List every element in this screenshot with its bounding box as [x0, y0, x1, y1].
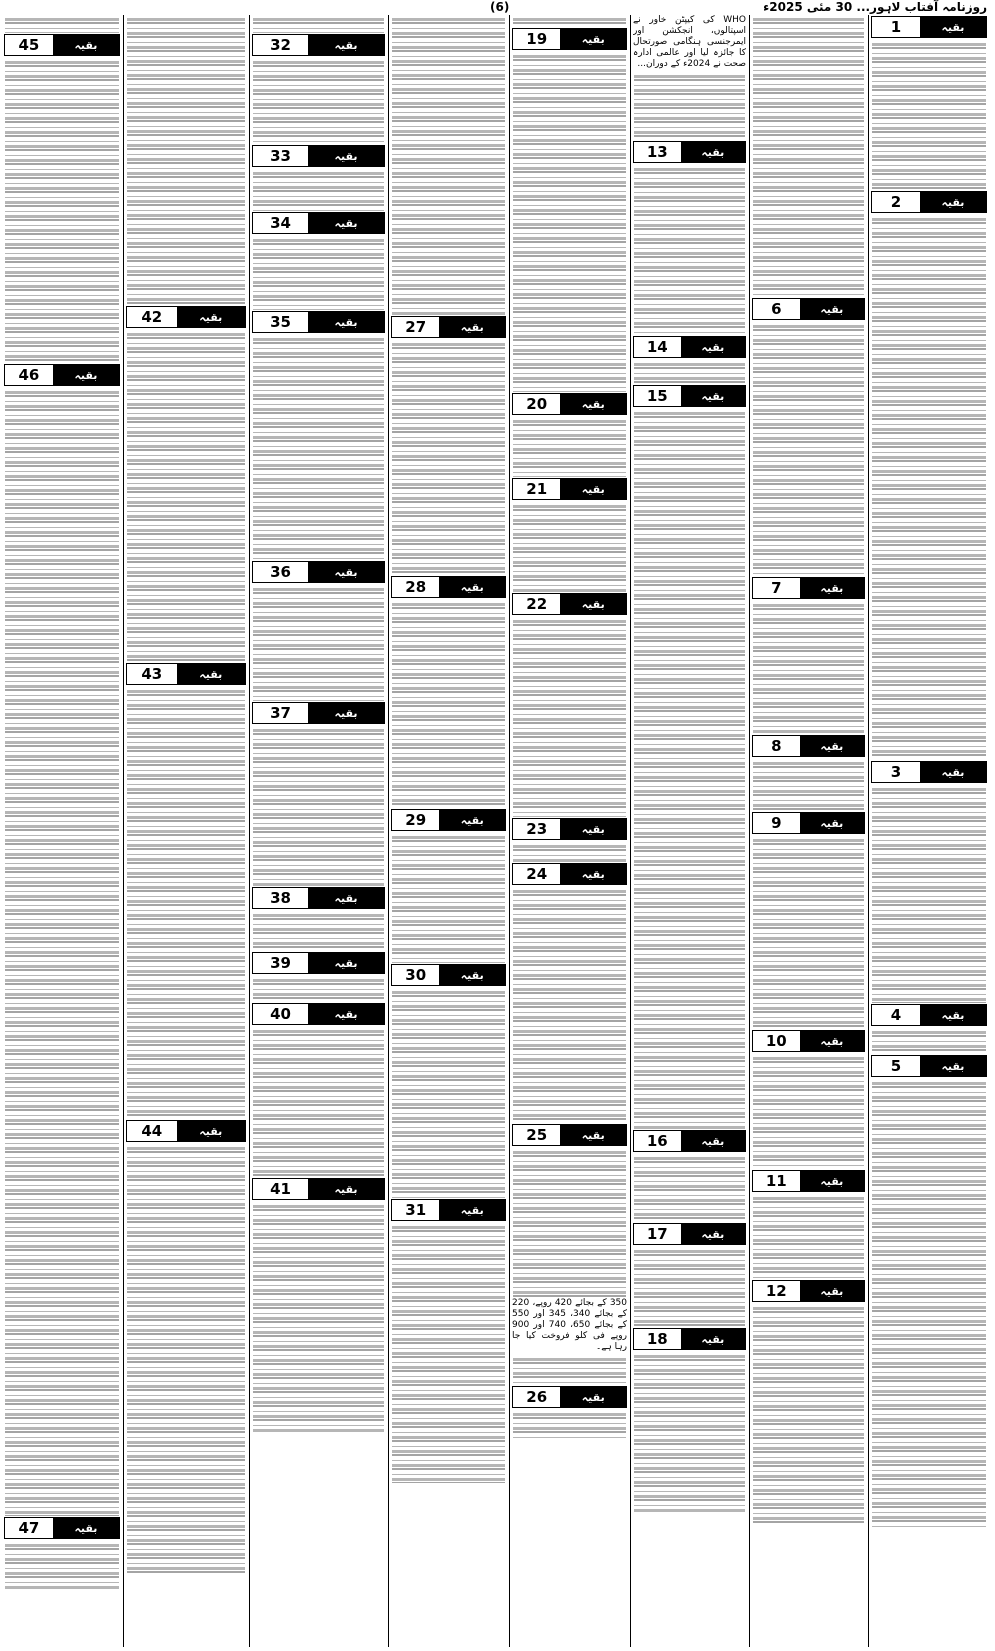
continuation-number: 43 [127, 664, 177, 684]
continuation-label: بقیہ [308, 953, 384, 973]
continuation-number: 21 [513, 479, 560, 499]
continuation-number: 45 [5, 35, 53, 55]
continuation-box-47 [4, 1517, 120, 1539]
article-body-text [872, 40, 986, 190]
article-body-text [634, 1154, 745, 1222]
continuation-number: 39 [253, 953, 308, 973]
masthead-date: روزنامہ آفتاب لاہور... 30 مئی 2025ء [763, 0, 987, 14]
continuation-label: بقیہ [177, 664, 245, 684]
continuation-number: 23 [513, 819, 560, 839]
continuation-label: بقیہ [308, 888, 384, 908]
continuation-box-33 [252, 145, 385, 167]
article-body-text [392, 833, 505, 963]
article-body-text [634, 165, 745, 335]
continuation-label: بقیہ [800, 1031, 864, 1051]
continuation-box-25 [512, 1124, 627, 1146]
article-body-text [513, 842, 626, 862]
continuation-number: 1 [872, 17, 920, 37]
continuation-box-7 [752, 577, 865, 599]
continuation-number: 14 [634, 337, 681, 357]
article-body-text [753, 1304, 864, 1524]
article-body-text [753, 759, 864, 811]
article-body-text [753, 1054, 864, 1169]
continuation-label: بقیہ [800, 299, 864, 319]
article-body-text [513, 887, 626, 1123]
continuation-number: 13 [634, 142, 681, 162]
continuation-label: بقیہ [920, 762, 986, 782]
continuation-box-43 [126, 663, 246, 685]
column-rule [123, 15, 124, 1647]
column-3 [631, 15, 748, 1647]
article-body-text [127, 15, 245, 305]
continuation-label: بقیہ [800, 578, 864, 598]
article-body-text [634, 409, 745, 1129]
continuation-box-2 [871, 191, 987, 213]
continuation-box-41 [252, 1178, 385, 1200]
continuation-label: بقیہ [560, 479, 626, 499]
masthead [0, 0, 995, 14]
article-body-text [253, 15, 384, 33]
continuation-number: 18 [634, 1329, 681, 1349]
article-text: WHO کی کیپٹن خاور نے اسپتالوں، انجکشن اور ایمرجنسی ہنگامی صورتحال کا جائزہ لیا اور عالمی ادارہ صحت نے 2024ء کے دوران... [633, 15, 746, 69]
column-rule [509, 15, 510, 1647]
column-rule [749, 15, 750, 1647]
article-body-text [5, 388, 119, 1516]
continuation-label: بقیہ [681, 337, 745, 357]
article-text: 350 کے بجائے 420 روپے، 220 کے بجائے 340، 345 اور 550 کے بجائے 650، 740 اور 900 روپے فی کلو فروخت کیا جا رہا ہے۔ [512, 1298, 627, 1352]
article-body-text [513, 15, 626, 27]
article-body-text [253, 169, 384, 211]
continuation-number: 26 [513, 1387, 560, 1407]
continuation-box-35 [252, 311, 385, 333]
article-body-text [634, 1247, 745, 1327]
continuation-number: 41 [253, 1179, 308, 1199]
article-body-text [513, 617, 626, 817]
continuation-box-5 [871, 1055, 987, 1077]
continuation-label: بقیہ [920, 17, 986, 37]
continuation-label: بقیہ [308, 1179, 384, 1199]
article-body-text [753, 836, 864, 1029]
continuation-number: 8 [753, 736, 800, 756]
continuation-box-22 [512, 593, 627, 615]
article-body-text [5, 1541, 119, 1589]
article-body-text [127, 1144, 245, 1574]
continuation-number: 36 [253, 562, 308, 582]
continuation-label: بقیہ [681, 142, 745, 162]
continuation-number: 15 [634, 386, 681, 406]
continuation-label: بقیہ [439, 577, 505, 597]
continuation-label: بقیہ [439, 810, 505, 830]
article-body-text [253, 58, 384, 144]
article-body-text [872, 1028, 986, 1054]
continuation-box-9 [752, 812, 865, 834]
article-body-text [127, 687, 245, 1119]
continuation-label: بقیہ [800, 736, 864, 756]
article-body-text [392, 600, 505, 808]
continuation-label: بقیہ [681, 1131, 745, 1151]
continuation-box-17 [633, 1223, 746, 1245]
column-6 [250, 15, 387, 1647]
article-body-text [753, 15, 864, 297]
column-8 [2, 15, 122, 1647]
article-body-text [392, 988, 505, 1198]
continuation-box-31 [391, 1199, 506, 1221]
continuation-label: بقیہ [560, 864, 626, 884]
article-body-text [392, 15, 505, 315]
continuation-label: بقیہ [920, 192, 986, 212]
continuation-box-1 [871, 16, 987, 38]
column-5 [389, 15, 508, 1647]
continuation-label: بقیہ [439, 1200, 505, 1220]
continuation-label: بقیہ [560, 594, 626, 614]
continuation-label: بقیہ [308, 35, 384, 55]
column-rule [249, 15, 250, 1647]
continuation-box-32 [252, 34, 385, 56]
continuation-label: بقیہ [308, 213, 384, 233]
continuation-label: بقیہ [308, 703, 384, 723]
continuation-number: 2 [872, 192, 920, 212]
continuation-label: بقیہ [308, 312, 384, 332]
column-7 [124, 15, 248, 1647]
continuation-number: 31 [392, 1200, 439, 1220]
article-body-text [634, 72, 745, 140]
continuation-number: 20 [513, 394, 560, 414]
continuation-label: بقیہ [920, 1056, 986, 1076]
continuation-number: 19 [513, 29, 560, 49]
article-body-text [753, 1194, 864, 1279]
continuation-box-18 [633, 1328, 746, 1350]
column-1 [869, 15, 989, 1647]
continuation-box-15 [633, 385, 746, 407]
continuation-number: 5 [872, 1056, 920, 1076]
article-body-text [253, 236, 384, 310]
column-rule [630, 15, 631, 1647]
continuation-box-34 [252, 212, 385, 234]
continuation-number: 35 [253, 312, 308, 332]
continuation-number: 30 [392, 965, 439, 985]
article-body-text [5, 15, 119, 33]
column-4 [510, 15, 629, 1647]
continuation-number: 3 [872, 762, 920, 782]
continuation-number: 37 [253, 703, 308, 723]
article-body-text [253, 585, 384, 701]
continuation-box-21 [512, 478, 627, 500]
continuation-label: بقیہ [560, 1387, 626, 1407]
continuation-number: 12 [753, 1281, 800, 1301]
continuation-number: 7 [753, 578, 800, 598]
continuation-label: بقیہ [560, 819, 626, 839]
continuation-box-16 [633, 1130, 746, 1152]
continuation-box-6 [752, 298, 865, 320]
continuation-label: بقیہ [53, 1518, 119, 1538]
continuation-box-4 [871, 1004, 987, 1026]
continuation-box-37 [252, 702, 385, 724]
continuation-label: بقیہ [800, 1281, 864, 1301]
article-body-text [513, 417, 626, 477]
continuation-number: 29 [392, 810, 439, 830]
article-body-text [5, 58, 119, 363]
continuation-box-29 [391, 809, 506, 831]
continuation-number: 42 [127, 307, 177, 327]
article-body-text [253, 1202, 384, 1432]
continuation-box-36 [252, 561, 385, 583]
continuation-label: بقیہ [439, 317, 505, 337]
continuation-box-12 [752, 1280, 865, 1302]
continuation-label: بقیہ [920, 1005, 986, 1025]
article-body-text [253, 976, 384, 1002]
article-body-text [872, 1079, 986, 1529]
continuation-number: 40 [253, 1004, 308, 1024]
continuation-box-26 [512, 1386, 627, 1408]
continuation-box-27 [391, 316, 506, 338]
continuation-box-11 [752, 1170, 865, 1192]
continuation-number: 24 [513, 864, 560, 884]
continuation-label: بقیہ [53, 365, 119, 385]
continuation-label: بقیہ [681, 386, 745, 406]
page-number: (6) [490, 0, 510, 14]
continuation-label: بقیہ [308, 562, 384, 582]
continuation-label: بقیہ [177, 1121, 245, 1141]
continuation-label: بقیہ [560, 1125, 626, 1145]
continuation-number: 10 [753, 1031, 800, 1051]
continuation-number: 11 [753, 1171, 800, 1191]
article-body-text [253, 335, 384, 560]
continuation-number: 34 [253, 213, 308, 233]
article-body-text [513, 1355, 626, 1385]
continuation-box-28 [391, 576, 506, 598]
continuation-box-10 [752, 1030, 865, 1052]
continuation-number: 46 [5, 365, 53, 385]
continuation-box-13 [633, 141, 746, 163]
column-rule [868, 15, 869, 1647]
article-body-text [513, 502, 626, 592]
column-2 [750, 15, 867, 1647]
article-body-text [253, 726, 384, 886]
continuation-box-40 [252, 1003, 385, 1025]
article-body-text [513, 1148, 626, 1298]
continuation-box-20 [512, 393, 627, 415]
continuation-label: بقیہ [308, 1004, 384, 1024]
continuation-box-39 [252, 952, 385, 974]
continuation-label: بقیہ [560, 29, 626, 49]
continuation-box-24 [512, 863, 627, 885]
continuation-label: بقیہ [439, 965, 505, 985]
continuation-box-3 [871, 761, 987, 783]
continuation-number: 38 [253, 888, 308, 908]
continuation-label: بقیہ [560, 394, 626, 414]
continuation-number: 16 [634, 1131, 681, 1151]
article-body-text [392, 340, 505, 575]
continuation-box-19 [512, 28, 627, 50]
continuation-label: بقیہ [681, 1329, 745, 1349]
article-body-text [753, 322, 864, 576]
continuation-number: 47 [5, 1518, 53, 1538]
continuation-number: 17 [634, 1224, 681, 1244]
article-body-text [634, 1352, 745, 1512]
article-body-text [753, 601, 864, 734]
continuation-label: بقیہ [681, 1224, 745, 1244]
article-body-text [513, 1410, 626, 1440]
continuation-number: 25 [513, 1125, 560, 1145]
continuation-label: بقیہ [800, 813, 864, 833]
article-body-text [253, 911, 384, 951]
article-body-text [513, 52, 626, 392]
continuation-label: بقیہ [308, 146, 384, 166]
article-body-text [872, 785, 986, 1003]
article-body-text [634, 360, 745, 384]
continuation-number: 6 [753, 299, 800, 319]
continuation-label: بقیہ [800, 1171, 864, 1191]
article-body-text [127, 330, 245, 662]
continuation-box-44 [126, 1120, 246, 1142]
continuation-label: بقیہ [177, 307, 245, 327]
continuation-number: 32 [253, 35, 308, 55]
column-rule [388, 15, 389, 1647]
continuation-box-14 [633, 336, 746, 358]
continuation-box-46 [4, 364, 120, 386]
continuation-number: 27 [392, 317, 439, 337]
continuation-label: بقیہ [53, 35, 119, 55]
continuation-number: 22 [513, 594, 560, 614]
continuation-number: 9 [753, 813, 800, 833]
continuation-box-30 [391, 964, 506, 986]
continuation-number: 44 [127, 1121, 177, 1141]
article-body-text [872, 215, 986, 760]
continuation-box-42 [126, 306, 246, 328]
continuation-number: 33 [253, 146, 308, 166]
continuation-number: 4 [872, 1005, 920, 1025]
article-body-text [253, 1027, 384, 1177]
continuation-box-8 [752, 735, 865, 757]
continuation-number: 28 [392, 577, 439, 597]
continuation-box-45 [4, 34, 120, 56]
continuation-box-23 [512, 818, 627, 840]
continuation-box-38 [252, 887, 385, 909]
article-body-text [392, 1223, 505, 1483]
